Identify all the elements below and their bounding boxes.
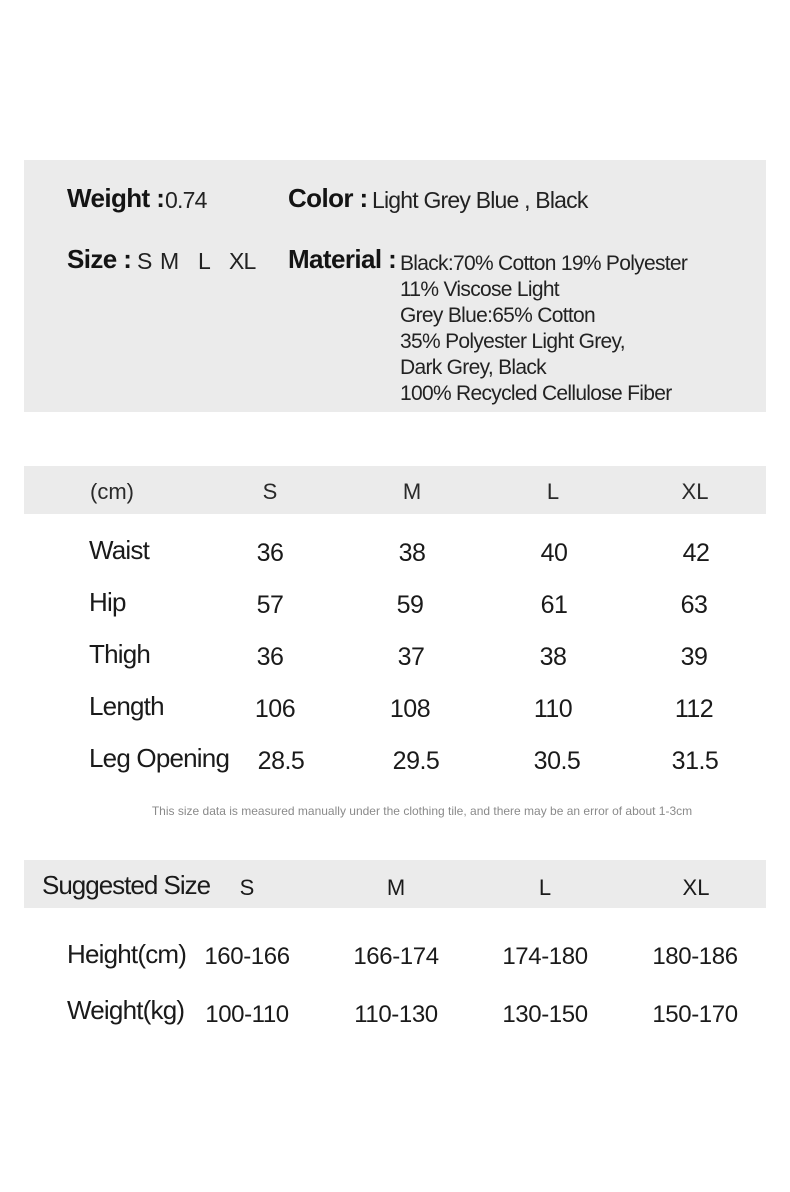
table-cell: 59 <box>396 591 424 619</box>
unit-header: (cm) <box>90 479 134 504</box>
sugg-col-l: L <box>538 875 552 900</box>
table-cell: 39 <box>680 643 708 671</box>
table-cell: 28.5 <box>257 747 305 775</box>
sugg-col-s: S <box>239 875 255 900</box>
table-cell: 38 <box>539 643 567 671</box>
material-line: Dark Grey, Black <box>400 356 546 379</box>
row-label-thigh: Thigh <box>89 639 151 669</box>
material-label: Material : <box>288 244 397 274</box>
table-cell: 106 <box>254 695 296 723</box>
table-cell: 100-110 <box>205 1001 289 1028</box>
row-label-waist: Waist <box>89 535 150 565</box>
col-header-s: S <box>262 479 278 504</box>
table-cell: 30.5 <box>533 747 581 775</box>
table-cell: 166-174 <box>353 943 439 970</box>
size-chart-header <box>24 466 766 514</box>
size-value-s: S <box>137 248 152 274</box>
material-line: 11% Viscose Light <box>400 278 559 301</box>
table-cell: 63 <box>680 591 708 619</box>
table-cell: 110 <box>533 695 573 723</box>
col-header-xl: XL <box>681 479 709 504</box>
row-label-weight: Weight(kg) <box>67 995 185 1025</box>
measurement-note: This size data is measured manually under the clothing tile, and there may be an error of about 1-3cm <box>151 804 693 818</box>
weight-label: Weight : <box>67 183 165 213</box>
suggested-size-title: Suggested Size <box>42 870 211 900</box>
table-cell: 110-130 <box>354 1001 438 1028</box>
material-line: 35% Polyester Light Grey, <box>400 330 625 353</box>
table-cell: 38 <box>398 539 426 567</box>
sugg-col-m: M <box>386 875 406 900</box>
size-value-m: M <box>160 248 179 274</box>
table-cell: 29.5 <box>392 747 440 775</box>
material-line: Grey Blue:65% Cotton <box>400 304 595 327</box>
weight-value: 0.74 <box>165 187 207 213</box>
size-value-l: L <box>198 248 210 274</box>
table-cell: 174-180 <box>502 943 588 970</box>
col-header-l: L <box>546 479 560 504</box>
table-cell: 31.5 <box>671 747 719 775</box>
table-cell: 37 <box>397 643 425 671</box>
table-cell: 40 <box>540 539 568 567</box>
row-label-hip: Hip <box>89 587 126 617</box>
color-label: Color : <box>288 183 368 213</box>
size-label: Size : <box>67 244 132 274</box>
size-value-xl: XL <box>229 248 256 274</box>
sugg-col-xl: XL <box>682 875 710 900</box>
material-list <box>400 251 687 407</box>
table-cell: 57 <box>256 591 284 619</box>
table-cell: 36 <box>256 643 284 671</box>
col-header-m: M <box>402 479 422 504</box>
table-cell: 112 <box>674 695 714 723</box>
table-cell: 61 <box>540 591 568 619</box>
table-cell: 150-170 <box>652 1001 738 1028</box>
row-label-leg-opening: Leg Opening <box>89 743 230 773</box>
table-cell: 130-150 <box>502 1001 588 1028</box>
table-cell: 160-166 <box>204 943 290 970</box>
row-label-height: Height(cm) <box>67 939 187 969</box>
material-line: Black:70% Cotton 19% Polyester <box>400 252 688 275</box>
table-cell: 36 <box>256 539 284 567</box>
material-line: 100% Recycled Cellulose Fiber <box>400 382 672 405</box>
table-cell: 42 <box>682 539 710 567</box>
row-label-length: Length <box>89 691 164 721</box>
table-cell: 180-186 <box>652 943 738 970</box>
color-value: Light Grey Blue , Black <box>372 187 588 213</box>
table-cell: 108 <box>389 695 431 723</box>
